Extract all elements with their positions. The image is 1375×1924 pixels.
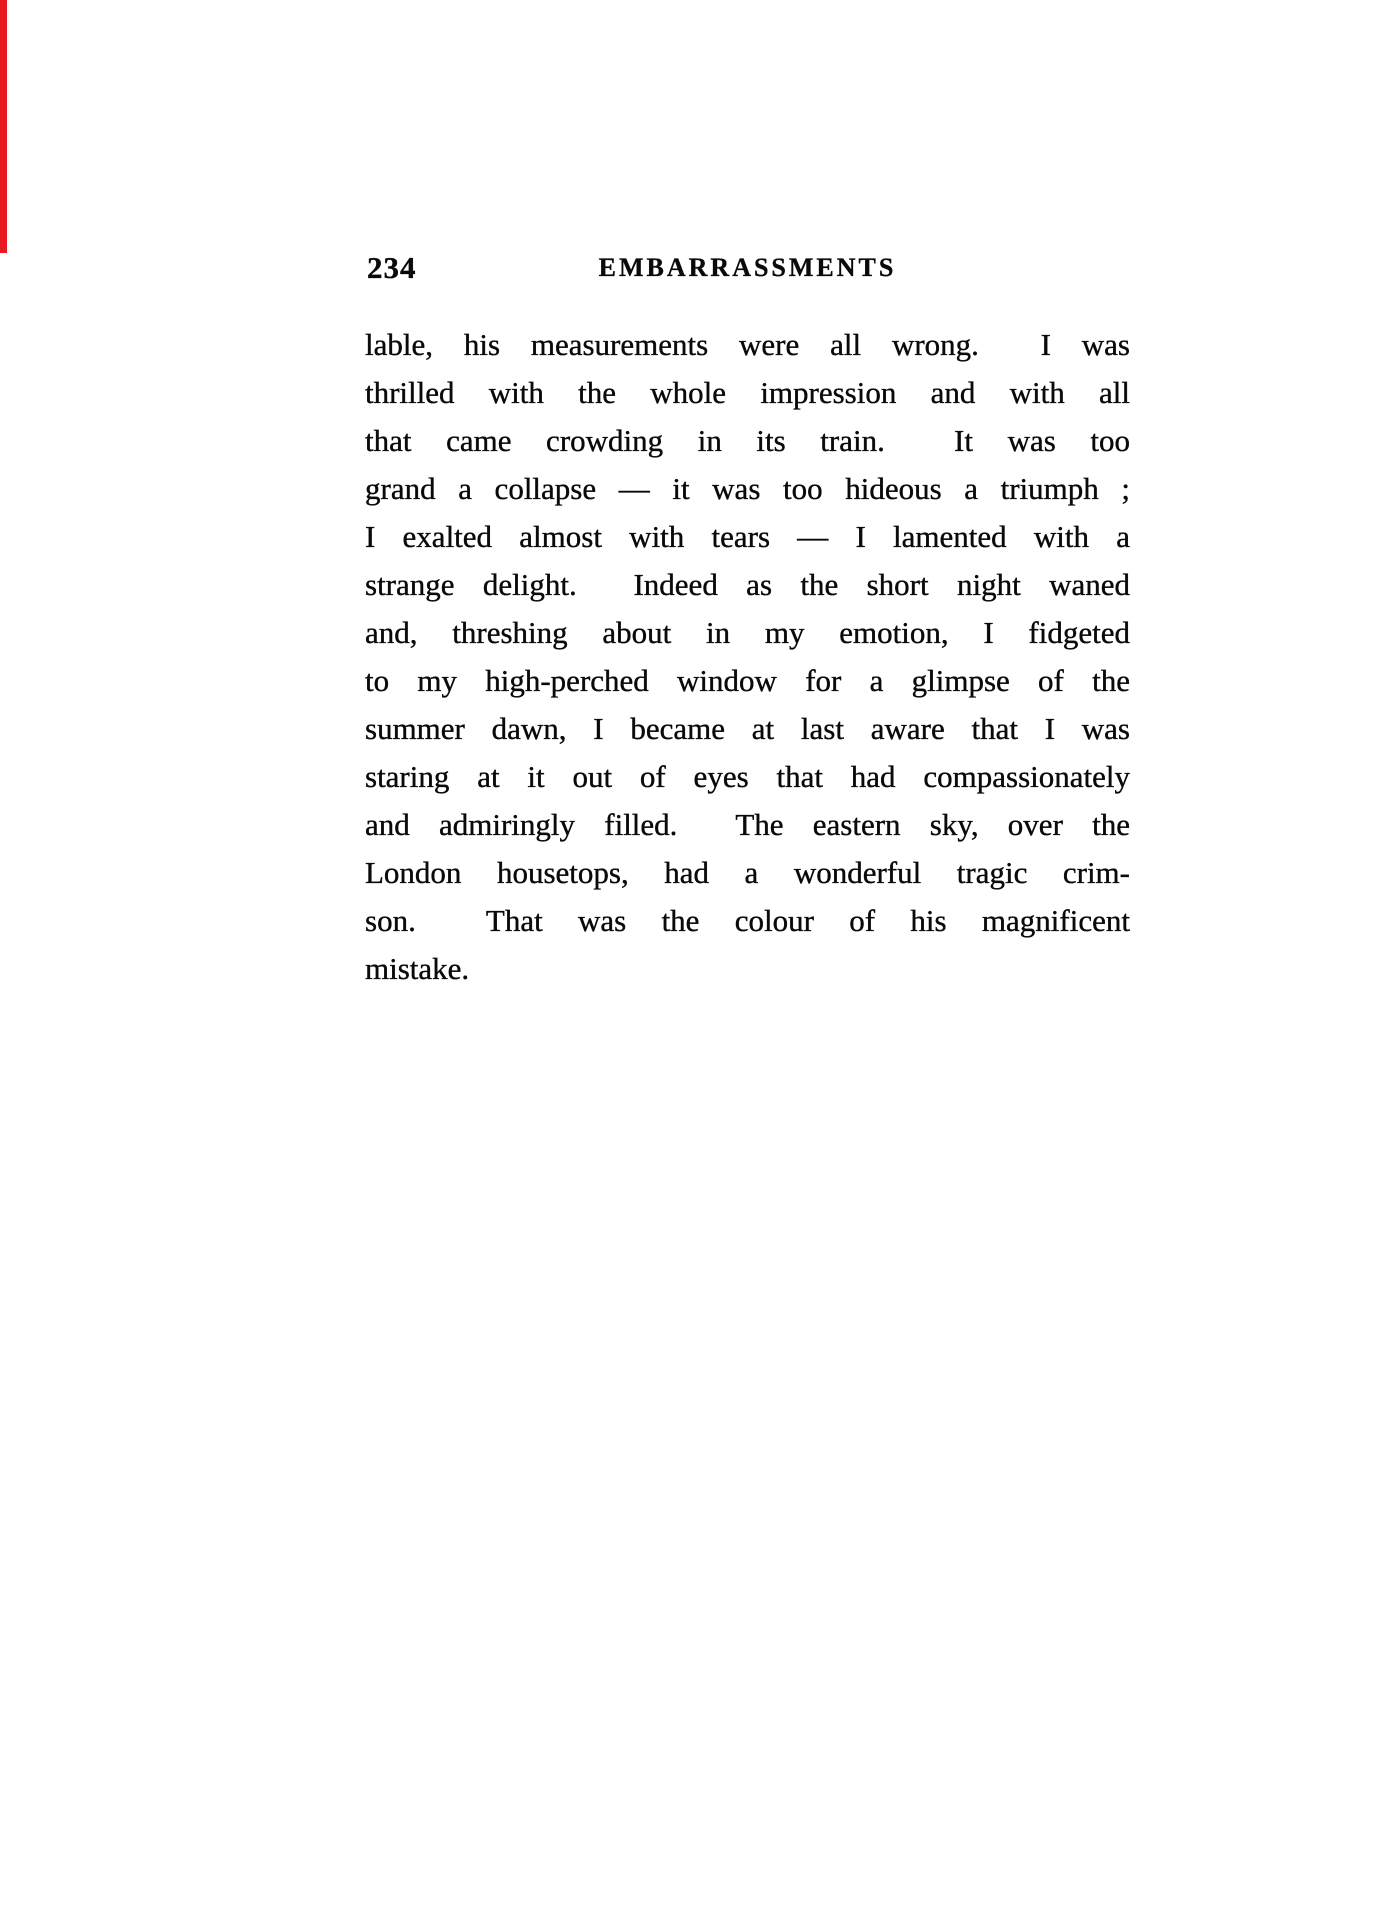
page-number: 234: [367, 250, 417, 285]
text-line: to my high-perched window for a glimpse of the: [365, 663, 1130, 698]
running-header: [365, 250, 1130, 286]
text-line: lable, his measurements were all wrong. I was: [365, 327, 1130, 362]
text-line: London housetops, had a wonderful tragic crim-: [365, 855, 1130, 890]
text-line: and, threshing about in my emotion, I fidgeted: [365, 615, 1130, 650]
text-line: thrilled with the whole impression and with all: [365, 375, 1130, 410]
running-head-title: EMBARRASSMENTS: [598, 253, 897, 282]
text-line-last: mistake.: [365, 951, 470, 986]
text-line: strange delight. Indeed as the short night waned: [365, 567, 1130, 602]
text-line: that came crowding in its train. It was too: [365, 423, 1130, 458]
text-line: staring at it out of eyes that had compassionately: [365, 759, 1130, 794]
text-line: grand a collapse — it was too hideous a triumph ;: [365, 471, 1130, 506]
text-line: I exalted almost with tears — I lamented with a: [365, 519, 1130, 554]
body-paragraph: [365, 321, 1130, 993]
text-line: son. That was the colour of his magnificent: [365, 903, 1130, 938]
scan-edge-artifact: [0, 0, 7, 253]
text-line: summer dawn, I became at last aware that I was: [365, 711, 1130, 746]
text-line: and admiringly filled. The eastern sky, over the: [365, 807, 1130, 842]
